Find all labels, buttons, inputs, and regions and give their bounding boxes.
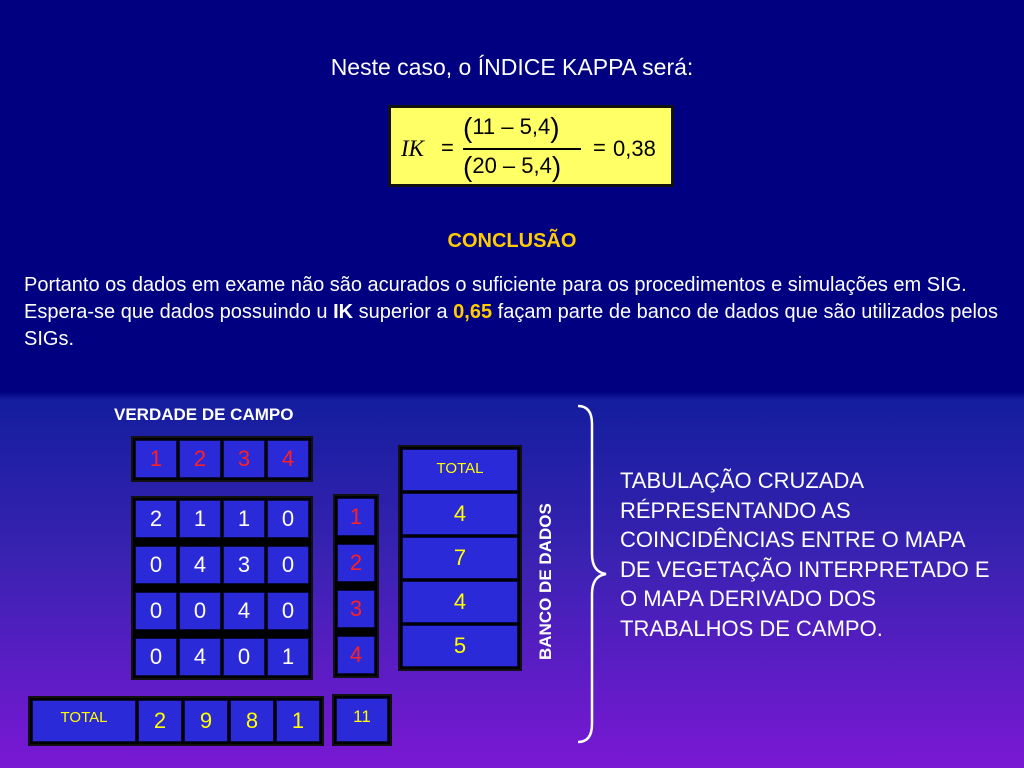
column-header-label: VERDADE DE CAMPO bbox=[114, 405, 294, 424]
row-headers-column bbox=[333, 494, 379, 678]
column-total: 1 bbox=[276, 700, 320, 742]
column-total: 8 bbox=[230, 700, 274, 742]
matrix-cell: 0 bbox=[179, 592, 221, 630]
row-header: 2 bbox=[337, 544, 375, 582]
column-totals-label: TOTAL bbox=[32, 700, 136, 742]
conclusion-threshold: 0,65 bbox=[453, 301, 493, 323]
matrix-cell: 3 bbox=[223, 546, 265, 584]
cross-tab-description: TABULAÇÃO CRUZADA RÉPRESENTANDO AS COINCIDÊNCIAS ENTRE O MAPA DE VEGETAÇÃO INTERPRETADO E O MAPA DERIVADO DOS TRABALHOS DE CAMPO. bbox=[620, 468, 990, 641]
column-totals-row bbox=[28, 696, 324, 746]
matrix-grid bbox=[131, 496, 313, 680]
conclusion-text-1: Portanto os dados em exame não são acurados o suficiente para os procedimentos e simulações em SIG. Espera-se que dados possuindo u bbox=[24, 274, 967, 323]
formula-lhs: IK bbox=[401, 136, 424, 161]
row-totals-header: TOTAL bbox=[402, 449, 518, 491]
row-total: 7 bbox=[402, 537, 518, 579]
column-header: 4 bbox=[267, 440, 309, 478]
conclusion-text-3: façam parte de banco de dados que são utilizados pelos SIGs. bbox=[24, 301, 999, 350]
matrix-cell: 4 bbox=[223, 592, 265, 630]
column-header: 1 bbox=[135, 440, 177, 478]
table-row bbox=[135, 500, 309, 538]
formula-equals-2: = bbox=[593, 135, 606, 160]
table-row bbox=[135, 638, 309, 676]
matrix-cell: 1 bbox=[223, 500, 265, 538]
column-total: 9 bbox=[184, 700, 228, 742]
row-header: 3 bbox=[337, 590, 375, 628]
conclusion-text-2: superior a bbox=[353, 301, 454, 323]
column-header: 3 bbox=[223, 440, 265, 478]
curly-brace bbox=[572, 404, 612, 744]
column-header: 2 bbox=[179, 440, 221, 478]
matrix-cell: 4 bbox=[179, 638, 221, 676]
matrix-cell: 1 bbox=[179, 500, 221, 538]
grand-total: 11 bbox=[336, 698, 388, 742]
conclusion-heading: CONCLUSÃO bbox=[447, 230, 577, 252]
slide-title: Neste caso, o ÍNDICE KAPPA será: bbox=[330, 54, 694, 80]
matrix-cell: 1 bbox=[267, 638, 309, 676]
formula-denominator: (20 – 5,4) bbox=[463, 151, 562, 182]
formula-denominator-text: 20 – 5,4 bbox=[472, 153, 552, 178]
row-header: 4 bbox=[337, 636, 375, 674]
matrix-cell: 0 bbox=[135, 638, 177, 676]
row-total: 4 bbox=[402, 581, 518, 623]
matrix-cell: 4 bbox=[179, 546, 221, 584]
row-header-label: BANCO DE DADOS bbox=[536, 503, 555, 660]
row-total: 4 bbox=[402, 493, 518, 535]
grand-total-box bbox=[332, 694, 392, 746]
table-row bbox=[135, 546, 309, 584]
row-totals-column bbox=[398, 445, 522, 671]
kappa-formula-box bbox=[388, 105, 674, 187]
formula-equals: = bbox=[441, 135, 454, 160]
conclusion-ik: IK bbox=[333, 301, 354, 323]
formula-numerator-text: 11 – 5,4 bbox=[472, 114, 551, 139]
column-total: 2 bbox=[138, 700, 182, 742]
column-headers-row bbox=[131, 436, 313, 482]
matrix-cell: 0 bbox=[267, 592, 309, 630]
fraction-bar bbox=[463, 148, 581, 150]
formula-result: 0,38 bbox=[613, 136, 656, 161]
row-header: 1 bbox=[337, 498, 375, 536]
table-row bbox=[135, 592, 309, 630]
matrix-cell: 0 bbox=[267, 500, 309, 538]
matrix-cell: 0 bbox=[135, 546, 177, 584]
matrix-cell: 0 bbox=[135, 592, 177, 630]
formula-numerator: (11 – 5,4) bbox=[463, 112, 560, 143]
conclusion-paragraph bbox=[24, 272, 1004, 353]
matrix-cell: 2 bbox=[135, 500, 177, 538]
matrix-cell: 0 bbox=[267, 546, 309, 584]
row-total: 5 bbox=[402, 625, 518, 667]
matrix-cell: 0 bbox=[223, 638, 265, 676]
